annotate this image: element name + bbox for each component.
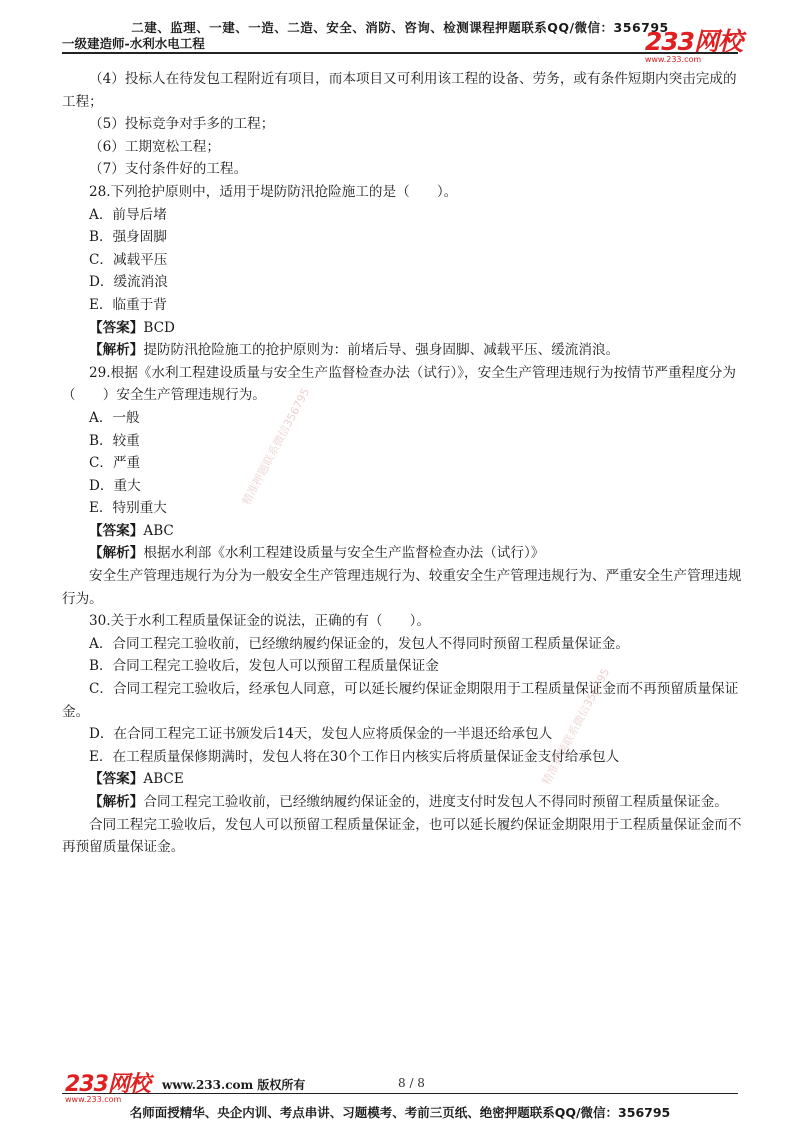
paragraph-text: 28.下列抢护原则中，适用于堤防防汛抢险施工的是（ ）。 bbox=[89, 183, 458, 200]
footer-contact-line: 名师面授精华、央企内训、考点串讲、习题模考、考前三页纸、绝密押题联系QQ/微信：356795 bbox=[129, 1105, 671, 1120]
paragraph bbox=[62, 249, 742, 272]
paragraph-text: E．在工程质量保修期满时，发包人将在30个工作日内核实后将质量保证金支付给承包人 bbox=[89, 748, 620, 765]
paragraph-text: （5）投标竞争对手多的工程； bbox=[89, 116, 275, 133]
paragraph bbox=[62, 204, 742, 227]
paragraph-label: 【答案】 bbox=[89, 771, 144, 788]
paragraph bbox=[62, 610, 742, 633]
header-divider bbox=[62, 52, 738, 54]
paragraph-text: 合同工程完工验收后，发包人可以预留工程质量保证金，也可以延长履约保证金期限用于工程质量保证金而不再预留质量保证金。 bbox=[62, 816, 742, 856]
paragraph-text: E．特别重大 bbox=[89, 500, 167, 517]
paragraph bbox=[62, 317, 742, 340]
paragraph-text: 根据水利部《水利工程建设质量与安全生产监督检查办法（试行）》 bbox=[143, 545, 545, 562]
paragraph-label: 【解析】 bbox=[89, 545, 144, 562]
paragraph bbox=[62, 158, 742, 181]
paragraph bbox=[62, 407, 742, 430]
paragraph-text: 合同工程完工验收前，已经缴纳履约保证金的，进度支付时发包人不得同时预留工程质量保证金。 bbox=[143, 794, 728, 810]
paragraph bbox=[62, 68, 742, 113]
paragraph bbox=[62, 655, 742, 678]
paragraph bbox=[62, 475, 742, 498]
paragraph bbox=[62, 136, 742, 159]
paragraph bbox=[62, 271, 742, 294]
header-logo bbox=[645, 22, 742, 64]
paragraph-text: B．强身固脚 bbox=[89, 229, 167, 246]
paragraph bbox=[62, 791, 742, 814]
paragraph-label: 【答案】 bbox=[89, 522, 144, 539]
paragraph bbox=[62, 181, 742, 204]
paragraph bbox=[62, 633, 742, 656]
paragraph bbox=[62, 294, 742, 317]
paragraph bbox=[62, 678, 742, 723]
paragraph-label: 【解析】 bbox=[89, 794, 144, 810]
header-logo-url: www.233.com bbox=[644, 55, 702, 64]
paragraph-text: （4）投标人在待发包工程附近有项目，而本项目又可利用该工程的设备、劳务，或有条件短期内突击完成的工程； bbox=[62, 71, 737, 110]
paragraph-label: 【答案】 bbox=[89, 319, 144, 336]
paragraph-text: 安全生产管理违规行为分为一般安全生产管理违规行为、较重安全生产管理违规行为、严重安全生产管理违规行为。 bbox=[62, 568, 742, 607]
header-contact-line: 二建、监理、一建、一造、二造、安全、消防、咨询、检测课程押题联系QQ/微信：356795 bbox=[131, 20, 669, 35]
header-logo-text: 233网校 bbox=[644, 27, 742, 56]
paragraph-text: B．合同工程完工验收后，发包人可以预留工程质量保证金 bbox=[89, 658, 439, 675]
paragraph-text: C．严重 bbox=[89, 455, 141, 472]
paragraph-text: C．合同工程完工验收后，经承包人同意，可以延长履约保证金期限用于工程质量保证金而不再预留质量保证金。 bbox=[62, 681, 739, 720]
paragraph bbox=[62, 565, 742, 610]
paragraph bbox=[62, 746, 742, 769]
paragraph-text: 29.根据《水利工程建设质量与安全生产监督检查办法（试行）》，安全生产管理违规行为按情节严重程度分为（ ）安全生产管理违规行为。 bbox=[62, 364, 736, 404]
footer-logo-text: 233网校 bbox=[65, 1072, 150, 1097]
paragraph-text: D．缓流消浪 bbox=[89, 274, 168, 291]
paragraph-text: A．一般 bbox=[89, 409, 140, 426]
paragraph-text: B．较重 bbox=[89, 432, 140, 449]
paragraph bbox=[62, 723, 742, 746]
header-subject: 一级建造师-水利水电工程 bbox=[62, 36, 205, 51]
paragraph bbox=[62, 362, 742, 407]
paragraph bbox=[62, 452, 742, 475]
document-body bbox=[62, 68, 742, 859]
paragraph-text: A．合同工程完工验收前，已经缴纳履约保证金的，发包人不得同时预留工程质量保证金。 bbox=[89, 635, 629, 652]
paragraph bbox=[62, 339, 742, 362]
paragraph-text: （6）工期宽松工程； bbox=[89, 138, 220, 155]
paragraph-text: E．临重于背 bbox=[89, 296, 167, 313]
footer-copyright: www.233.com 版权所有 bbox=[162, 1078, 306, 1092]
paragraph-text: BCD bbox=[143, 319, 175, 336]
paragraph-text: ABCE bbox=[143, 771, 184, 788]
paragraph-text: D．在合同工程完工证书颁发后14天，发包人应将质保金的一半退还给承包人 bbox=[89, 726, 553, 743]
paragraph-text: ABC bbox=[143, 522, 174, 539]
watermark: 精准押题联系微信356795 bbox=[539, 666, 613, 788]
footer-divider bbox=[62, 1093, 738, 1094]
paragraph bbox=[62, 430, 742, 453]
paragraph bbox=[62, 497, 742, 520]
paragraph-text: A．前导后堵 bbox=[89, 206, 167, 223]
paragraph-text: （7）支付条件好的工程。 bbox=[89, 161, 248, 178]
paragraph-text: 30.关于水利工程质量保证金的说法，正确的有（ ）。 bbox=[89, 613, 431, 630]
paragraph-text: C．减载平压 bbox=[89, 251, 168, 268]
paragraph bbox=[62, 113, 742, 136]
paragraph bbox=[62, 520, 742, 543]
page-number: 8 / 8 bbox=[398, 1076, 425, 1090]
watermark: 精准押题联系微信356795 bbox=[239, 386, 313, 508]
paragraph-label: 【解析】 bbox=[89, 342, 144, 359]
footer-logo bbox=[65, 1067, 150, 1104]
footer-logo-url: www.233.com bbox=[65, 1095, 122, 1104]
paragraph bbox=[62, 542, 742, 565]
paragraph-text: D．重大 bbox=[89, 477, 141, 494]
paragraph bbox=[62, 814, 742, 859]
paragraph bbox=[62, 226, 742, 249]
paragraph-text: 提防防汛抢险施工的抢护原则为：前堵后导、强身固脚、减载平压、缓流消浪。 bbox=[143, 342, 620, 359]
paragraph bbox=[62, 768, 742, 791]
